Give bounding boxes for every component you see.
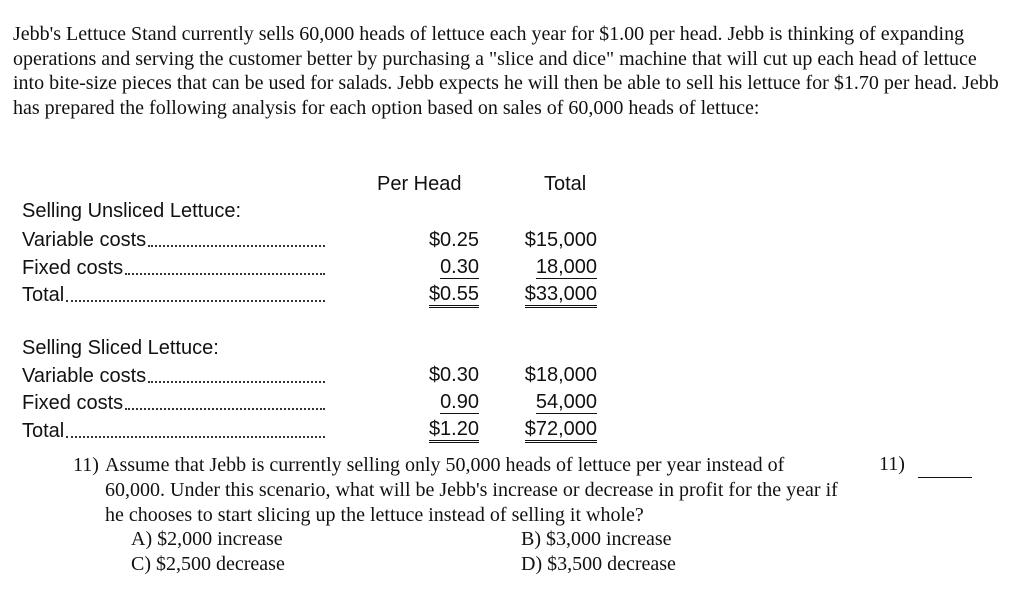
question-number: 11) (73, 454, 99, 476)
row-label-unsliced-variable (22, 228, 325, 252)
row-label-unsliced-total (22, 283, 325, 307)
sliced-variable-total: $18,000 (524, 364, 597, 386)
section-title-unsliced: Selling Unsliced Lettuce: (22, 200, 242, 222)
column-header-per-head: Per Head (377, 173, 462, 195)
sliced-total-total: $72,000 (525, 418, 597, 443)
unsliced-variable-total: $15,000 (524, 229, 597, 251)
leader-dots (125, 408, 325, 410)
row-label-sliced-total (22, 419, 325, 443)
answer-number: 11) (879, 453, 905, 475)
row-label-text: Variable costs (22, 229, 147, 251)
sliced-fixed-per-head: 0.90 (440, 391, 479, 413)
leader-dots (66, 300, 325, 302)
unsliced-total-total: $33,000 (525, 283, 597, 308)
row-label-sliced-variable (22, 364, 325, 388)
unsliced-fixed-per-head: 0.30 (440, 256, 479, 278)
unsliced-total-per-head: $0.55 (429, 283, 479, 308)
section-title-sliced: Selling Sliced Lettuce: (22, 337, 219, 359)
sliced-total-per-head: $1.20 (429, 418, 479, 443)
row-label-text: Variable costs (22, 365, 147, 387)
row-label-unsliced-fixed (22, 256, 325, 280)
row-label-sliced-fixed (22, 391, 325, 415)
option-a[interactable]: A) $2,000 increase (131, 528, 283, 550)
answer-blank-line[interactable] (918, 477, 972, 478)
question-text: Assume that Jebb is currently selling only 50,000 heads of lettuce per year instead of 60,000. Under this scenario, what will be Jebb's increase or decrease in profit for the year if he chooses to start slicing up the lettuce instead of selling it whole? (105, 454, 838, 526)
problem-intro: Jebb's Lettuce Stand currently sells 60,000 heads of lettuce each year for $1.00 per head. Jebb is thinking of expanding operations and serving the customer better by purchasing a "slice and dice" machine that will cut up each head of lettuce into bite-size pieces that can be used for salads. Jebb expects he will then be able to sell his lettuce for $1.70 per head. Jebb has prepared the following analysis for each option based on sales of 60,000 heads of lettuce: (13, 23, 999, 119)
leader-dots (148, 245, 325, 247)
option-d[interactable]: D) $3,500 decrease (521, 553, 676, 575)
leader-dots (66, 436, 325, 438)
option-c[interactable]: C) $2,500 decrease (131, 553, 285, 575)
row-label-text: Total (22, 284, 65, 306)
leader-dots (148, 381, 325, 383)
unsliced-fixed-total: 18,000 (535, 256, 597, 278)
option-b[interactable]: B) $3,000 increase (521, 528, 672, 550)
sliced-variable-per-head: $0.30 (428, 364, 479, 386)
column-header-total: Total (544, 173, 587, 195)
row-label-text: Fixed costs (22, 257, 124, 279)
leader-dots (125, 273, 325, 275)
sliced-fixed-total: 54,000 (535, 391, 597, 413)
unsliced-variable-per-head: $0.25 (428, 229, 479, 251)
row-label-text: Total (22, 420, 65, 442)
row-label-text: Fixed costs (22, 392, 124, 414)
